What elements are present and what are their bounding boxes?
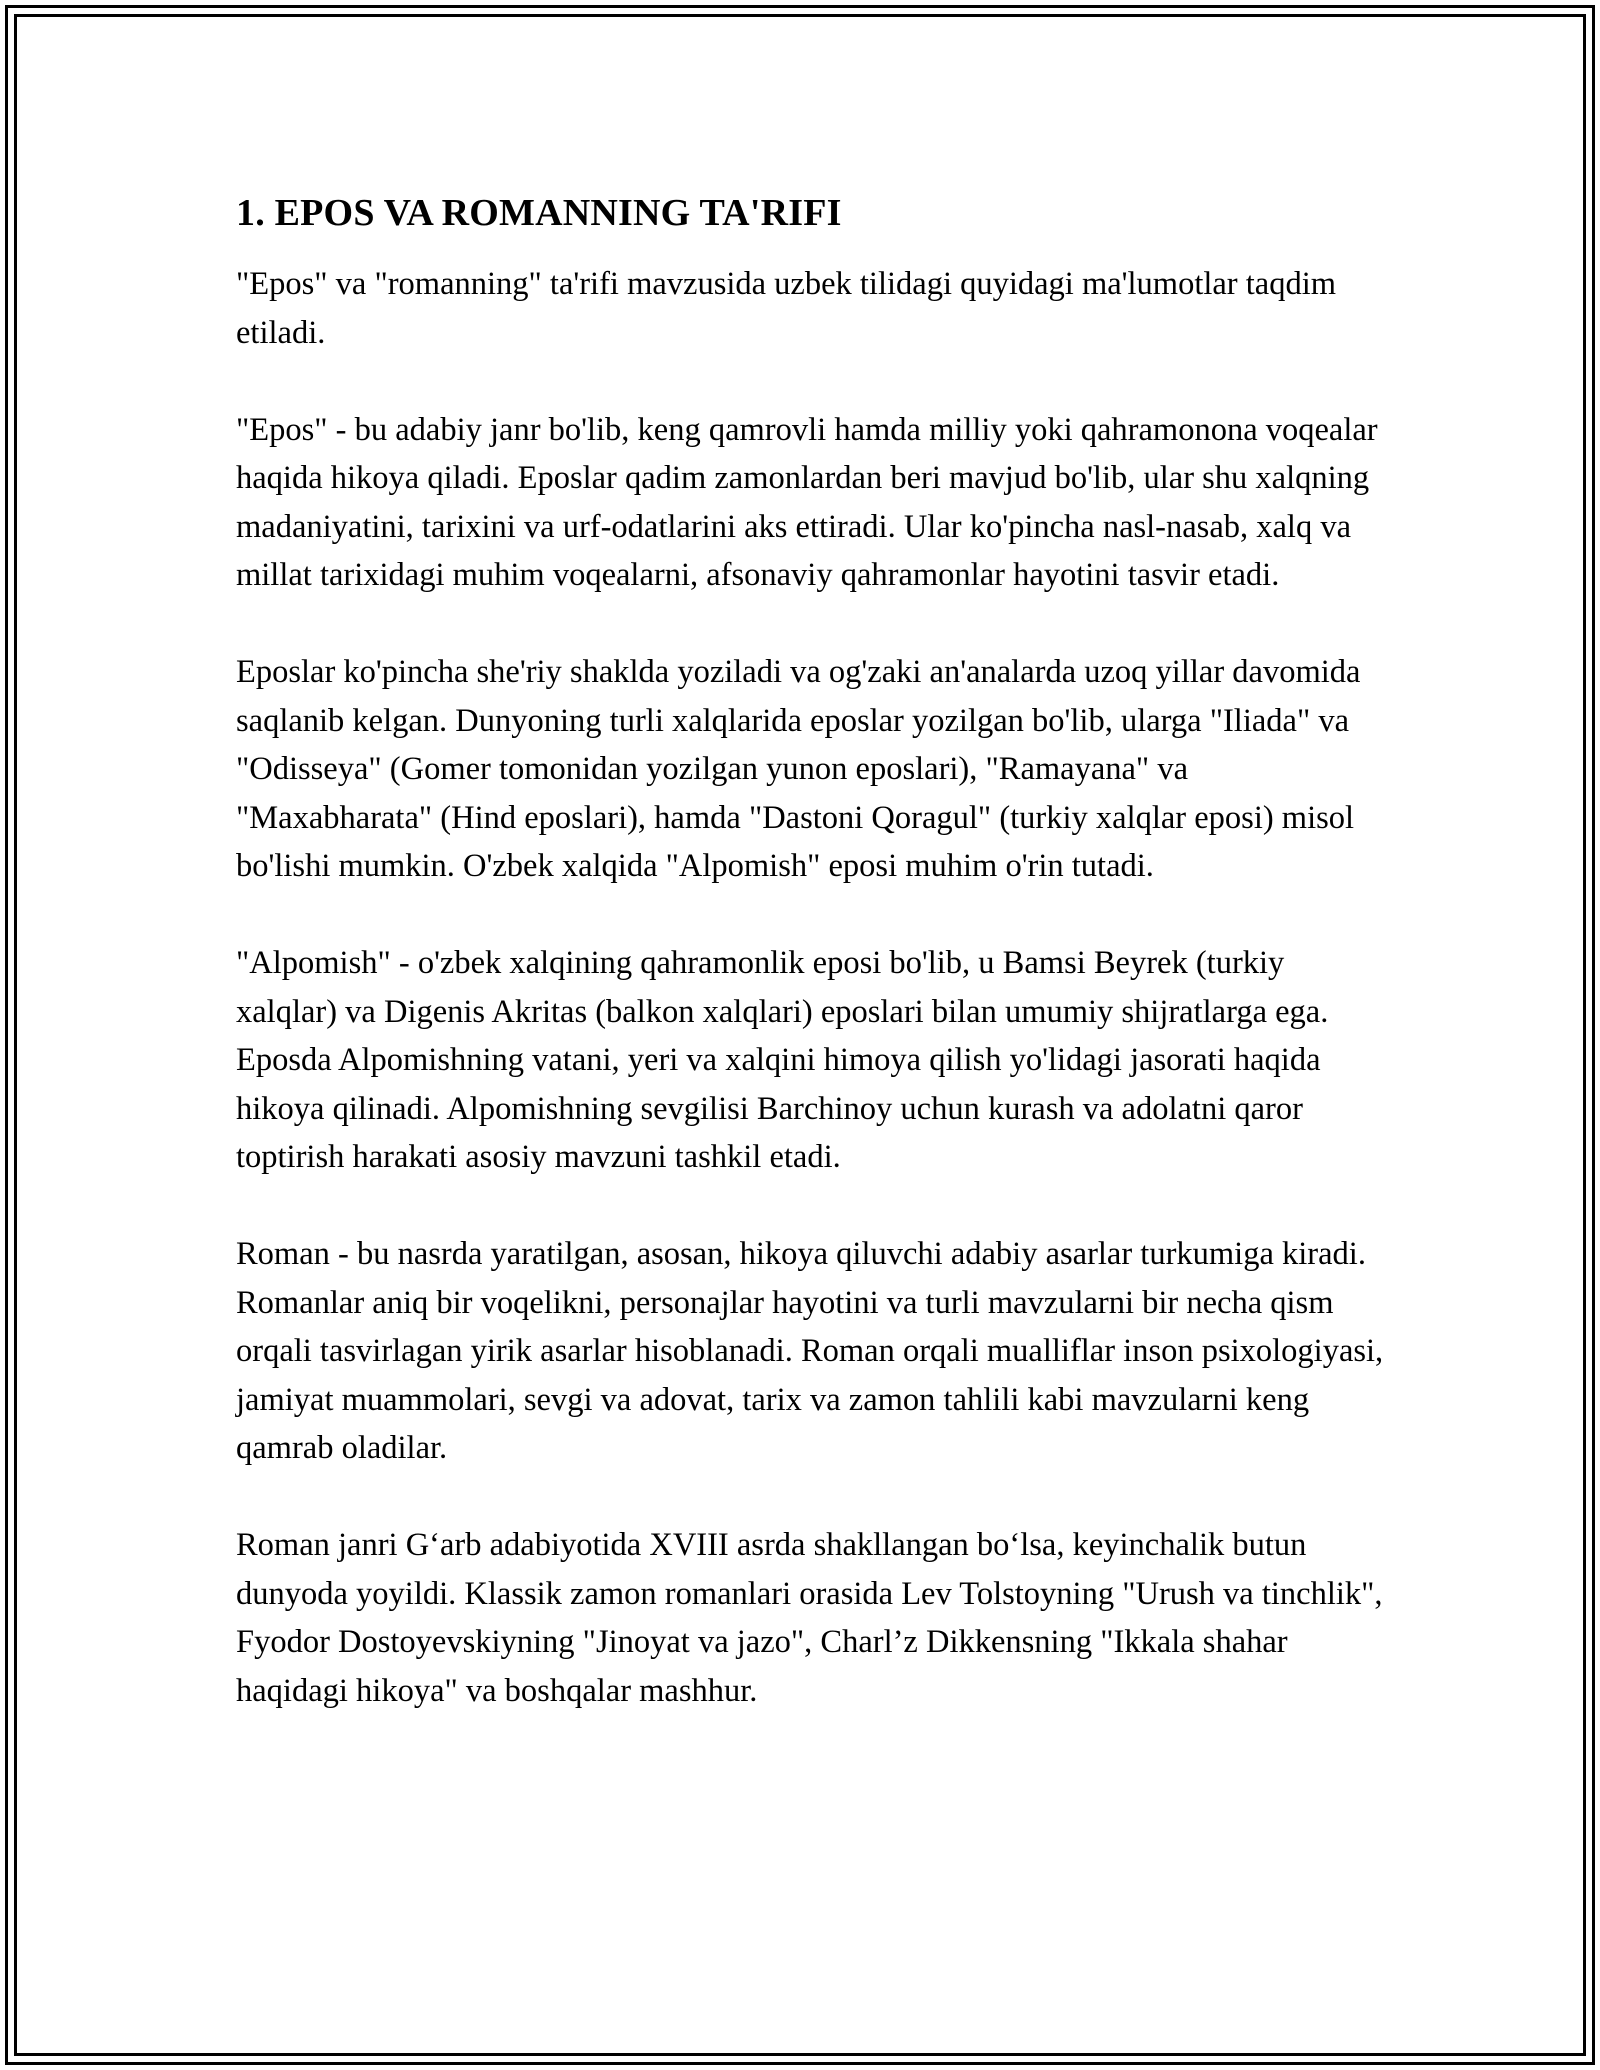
paragraph-alpomish: "Alpomish" - o'zbek xalqining qahramonlik eposi bo'lib, u Bamsi Beyrek (turkiy xalqlar) va Digenis Akritas (balkon xalqlari) eposlari bilan umumiy shijratlarga ega. Eposda Alpomishning vatani, yeri va xalqini himoya qilish yo'lidagi jasorati haqida hikoya qilinadi. Alpomishning sevgilisi Barchinoy uchun kurash va adolatni qaror toptirish harakati asosiy mavzuni tashkil etadi.	[236, 945, 1329, 1175]
paragraph-epos-definition: "Epos" - bu adabiy janr bo'lib, keng qamrovli hamda milliy yoki qahramonona voqealar haqida hikoya qiladi. Eposlar qadim zamonlardan beri mavjud bo'lib, ular shu xalqning madaniyatini, tarixini va urf-odatlarini aks ettiradi. Ular ko'pincha nasl-nasab, xalq va millat tarixidagi muhim voqealarni, afsonaviy qahramonlar hayotini tasvir etadi.	[236, 411, 1378, 593]
paragraph-intro: "Epos" va "romanning" ta'rifi mavzusida uzbek tilidagi quyidagi ma'lumotlar taqdim etiladi.	[236, 266, 1337, 351]
document-body	[236, 186, 1386, 1764]
paragraph-roman-definition: Roman - bu nasrda yaratilgan, asosan, hikoya qiluvchi adabiy asarlar turkumiga kiradi. Romanlar aniq bir voqelikni, personajlar hayotini va turli mavzularni bir necha qism orqali tasvirlagan yirik asarlar hisoblanadi. Roman orqali mualliflar inson psixologiyasi, jamiyat muammolari, sevgi va adovat, tarix va zamon tahlili kabi mavzularni keng qamrab oladilar.	[236, 1236, 1384, 1466]
paragraph-roman-history: Roman janri G‘arb adabiyotida XVIII asrda shakllangan bo‘lsa, keyinchalik butun dunyoda yoyildi. Klassik zamon romanlari orasida Lev Tolstoyning "Urush va tinchlik", Fyodor Dostoyevskiyning "Jinoyat va jazo", Charl’z Dikkensning "Ikkala shahar haqidagi hikoya" va boshqalar mashhur.	[236, 1527, 1383, 1709]
section-heading: 1. EPOS VA ROMANNING TA'RIFI	[236, 192, 842, 234]
paragraph-epos-examples: Eposlar ko'pincha she'riy shaklda yoziladi va og'zaki an'analarda uzoq yillar davomida saqlanib kelgan. Dunyoning turli xalqlarida eposlar yozilgan bo'lib, ularga "Iliada" va "Odisseya" (Gomer tomonidan yozilgan yunon eposlari), "Ramayana" va "Maxabharata" (Hind eposlari), hamda "Dastoni Qoragul" (turkiy xalqlar eposi) misol bo'lishi mumkin. O'zbek xalqida "Alpomish" eposi muhim o'rin tutadi.	[236, 654, 1361, 884]
